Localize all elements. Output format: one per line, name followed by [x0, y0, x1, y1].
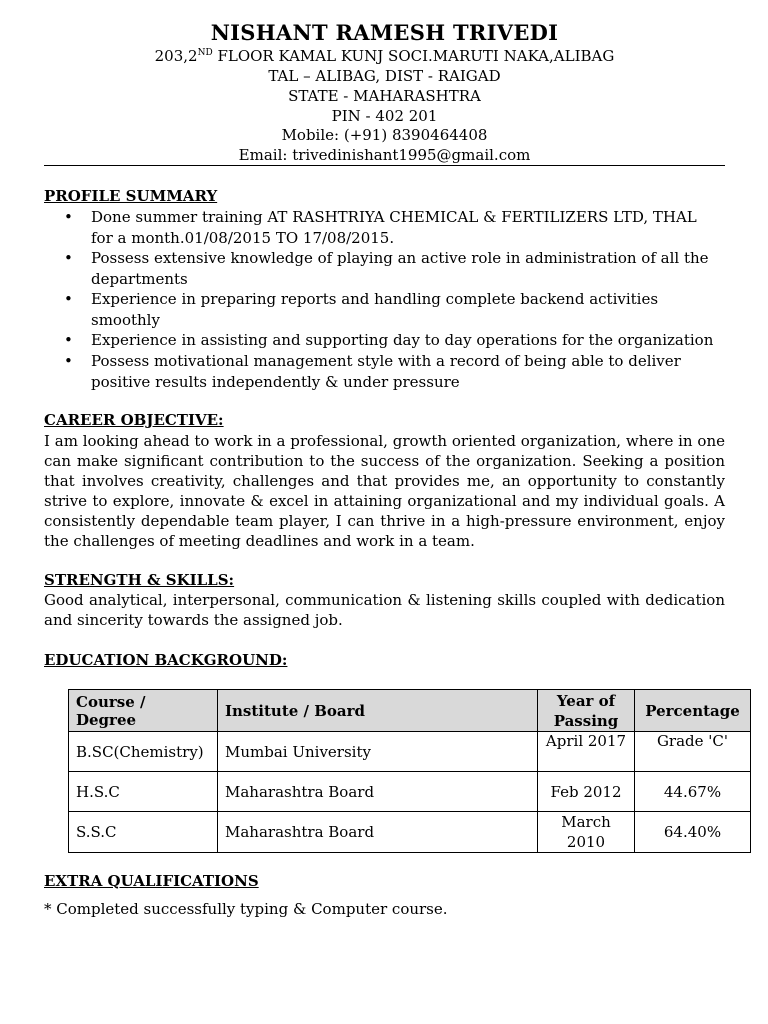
- education-heading: EDUCATION BACKGROUND:: [44, 651, 288, 669]
- address-pin: PIN - 402 201: [331, 107, 438, 125]
- course-cell: S.S.C: [69, 812, 218, 853]
- column-header-institute: Institute / Board: [218, 690, 538, 732]
- email-address: Email: trivedinishant1995@gmail.com: [238, 146, 531, 164]
- header-divider: [44, 165, 725, 166]
- column-header-percentage: Percentage: [635, 690, 751, 732]
- address-line-1: 203,2ND FLOOR KAMAL KUNJ SOCI.MARUTI NAKA,ALIBAG: [154, 47, 615, 65]
- course-cell: B.SC(Chemistry): [69, 732, 218, 772]
- skills-heading: STRENGTH & SKILLS:: [44, 571, 235, 589]
- profile-summary-heading: PROFILE SUMMARY: [44, 187, 218, 205]
- percentage-cell: 44.67%: [635, 772, 751, 812]
- year-cell: March 2010: [538, 812, 635, 853]
- bullet-icon: •: [64, 352, 73, 370]
- percentage-cell: 64.40%: [635, 812, 751, 853]
- address-line-2: TAL – ALIBAG, DIST - RAIGAD: [268, 67, 501, 85]
- extra-qualifications-heading: EXTRA QUALIFICATIONS: [44, 872, 259, 890]
- year-cell: Feb 2012: [538, 772, 635, 812]
- table-header-row: [69, 690, 751, 732]
- institute-cell: Mumbai University: [218, 732, 538, 772]
- mobile-number: Mobile: (+91) 8390464408: [281, 126, 488, 144]
- education-table: [68, 689, 751, 853]
- candidate-name: NISHANT RAMESH TRIVEDI: [210, 20, 559, 45]
- percentage-cell: Grade 'C': [635, 732, 751, 772]
- institute-cell: Maharashtra Board: [218, 812, 538, 853]
- extra-qualifications-text: * Completed successfully typing & Computer course.: [44, 900, 448, 918]
- column-header-course: Course / Degree: [69, 690, 218, 732]
- address-line-3: STATE - MAHARASHTRA: [288, 87, 481, 105]
- table-row: [69, 772, 751, 812]
- table-row: [69, 732, 751, 772]
- skills-text: Good analytical, interpersonal, communication & listening skills coupled with dedication and sincerity towards the assigned job.: [44, 591, 725, 629]
- bullet-icon: •: [64, 331, 73, 349]
- table-row: [69, 812, 751, 853]
- bullet-icon: •: [64, 249, 73, 267]
- career-objective-heading: CAREER OBJECTIVE:: [44, 411, 224, 429]
- course-cell: H.S.C: [69, 772, 218, 812]
- career-objective-text: I am looking ahead to work in a professional, growth oriented organization, where in one can make significant contribution to the success of the organization. Seeking a position that involves creativity, challenges and that provides me, an opportunity to constantly strive to explore, innovate & excel in attaining organizational and my individual goals. A consistently dependable team player, I can thrive in a high-pressure environment, enjoy the challenges of meeting deadlines and work in a team.: [44, 432, 725, 550]
- column-header-year: Year of Passing: [538, 690, 635, 732]
- bullet-icon: •: [64, 290, 73, 308]
- year-cell: April 2017: [538, 732, 635, 772]
- bullet-icon: •: [64, 208, 73, 226]
- institute-cell: Maharashtra Board: [218, 772, 538, 812]
